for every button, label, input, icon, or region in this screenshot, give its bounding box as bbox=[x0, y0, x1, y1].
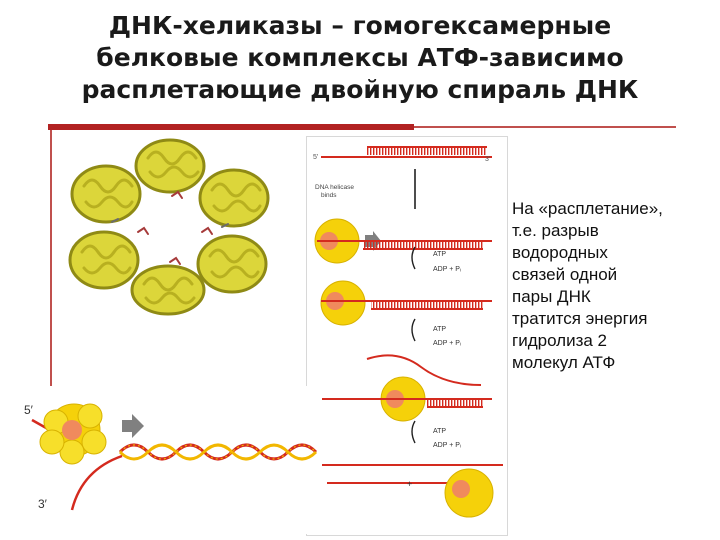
adp-label-2: ADP + Pᵢ bbox=[433, 340, 462, 347]
explanation-line-4: связей одной bbox=[512, 265, 618, 284]
title-line-3: расплетающие двойную спираль ДНК bbox=[81, 75, 639, 104]
double-helix bbox=[120, 445, 316, 459]
adp-label-3: ADP + Pᵢ bbox=[433, 442, 462, 449]
helicase-complex-4 bbox=[445, 469, 493, 517]
subunit-1 bbox=[136, 140, 204, 192]
duplex-five-prime-label: 5′ bbox=[24, 403, 33, 417]
subunit-6 bbox=[72, 166, 140, 222]
duplex-three-prime-label: 3′ bbox=[38, 497, 47, 511]
direction-arrow-icon bbox=[122, 414, 144, 438]
duplex-rungs-3 bbox=[371, 301, 483, 309]
binds-label-2: binds bbox=[321, 192, 337, 199]
atp-label-1: ATP bbox=[433, 251, 447, 258]
duplex-unwinding-illustration bbox=[16, 386, 322, 534]
five-prime-label: 5' bbox=[313, 154, 319, 161]
duplex-rungs-2 bbox=[363, 241, 483, 249]
duplex-rungs-4 bbox=[427, 399, 483, 407]
title-rule-thin bbox=[414, 126, 676, 128]
subunit-5 bbox=[70, 232, 138, 288]
explanation-line-7: гидролиза 2 bbox=[512, 331, 607, 350]
subunit-4 bbox=[132, 266, 204, 314]
atp-arrow-3 bbox=[412, 421, 415, 443]
displaced-strand bbox=[72, 456, 122, 510]
explanation-line-3: водородных bbox=[512, 243, 608, 262]
helicase-mechanism-diagram bbox=[306, 136, 508, 536]
plus-sign: + bbox=[407, 479, 413, 489]
slide-title bbox=[20, 10, 700, 106]
subunit-2 bbox=[200, 170, 268, 226]
adp-label-1: ADP + Pᵢ bbox=[433, 266, 462, 273]
atp-label-2: ATP bbox=[433, 326, 447, 333]
protein-ribbon-icon bbox=[52, 132, 288, 318]
helicase-complex-2 bbox=[321, 281, 365, 325]
atp-arrow-1 bbox=[412, 247, 415, 269]
three-prime-label: 3' bbox=[485, 156, 491, 163]
hexamer-structure-image bbox=[52, 132, 288, 318]
explanation-line-1: На «расплетание», bbox=[512, 199, 663, 218]
title-rule-thick bbox=[48, 124, 414, 130]
explanation-line-2: т.е. разрыв bbox=[512, 221, 599, 240]
explanation-line-6: тратится энергия bbox=[512, 309, 648, 328]
duplex-rungs-1 bbox=[367, 147, 487, 155]
unwound-strand-4 bbox=[367, 355, 481, 385]
explanation-line-5: пары ДНК bbox=[512, 287, 591, 306]
title-line-1: ДНК-хеликазы – гомогексамерные bbox=[108, 11, 612, 40]
atp-label-3: ATP bbox=[433, 428, 447, 435]
subunit-3 bbox=[198, 236, 266, 292]
explanation-line-8: молекул АТФ bbox=[512, 353, 616, 372]
explanation-text bbox=[512, 198, 708, 374]
atp-arrow-2 bbox=[412, 319, 415, 341]
helicase-hexamer bbox=[40, 404, 106, 464]
binds-label-1: DNA helicase bbox=[315, 184, 355, 191]
title-line-2: белковые комплексы АТФ-зависимо bbox=[96, 43, 624, 72]
